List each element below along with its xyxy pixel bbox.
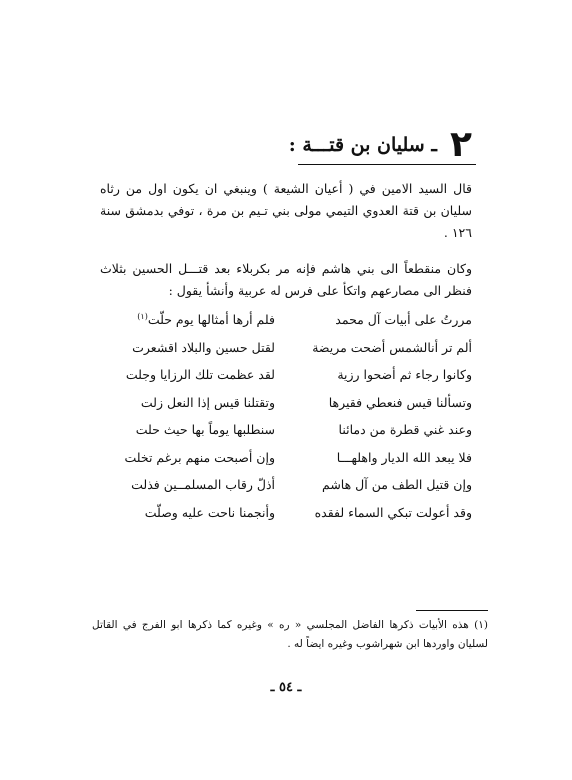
poem-verse bbox=[100, 334, 472, 362]
body-paragraph: وكان منقطعاً الى بني هاشم فإنه مر بكربلاء بعد قتـــل الحسين بثلاث فنظر الى مصارعهم واتكأ على فرس له عربية وأنشأ يقول : bbox=[100, 261, 472, 298]
section-number: ٢ bbox=[450, 124, 472, 165]
verse-first-hemistich: وكانوا رجاء ثم أضحوا رزية bbox=[337, 367, 472, 382]
verse-second-hemistich: لقد عظمت تلك الرزايا وجلت bbox=[125, 367, 275, 382]
poem-verse bbox=[100, 416, 472, 444]
poem-verse bbox=[100, 471, 472, 499]
verse-second-text: فلم أرها أمثالها يوم حلّت bbox=[147, 312, 275, 327]
poem-verse bbox=[100, 361, 472, 389]
page-number: ـ ٥٤ ـ bbox=[270, 680, 302, 695]
verse-second-hemistich: وإن أصبحت منهم برغم تخلت bbox=[124, 449, 275, 465]
verse-first-hemistich: وتسألنا قيس فنعطي فقيرها bbox=[328, 394, 472, 410]
verse-first-hemistich: ألم تر أنالشمس أضحت مريضة bbox=[312, 339, 472, 355]
verse-second-hemistich: سنطلبها يوماً بها حيث حلت bbox=[135, 422, 275, 437]
verse-first-hemistich: وقد أعولت تبكي السماء لفقده bbox=[314, 504, 472, 520]
body-paragraph: قال السيد الامين في ( أعيان الشيعة ) وينبغي ان يكون اول من رثاه سليان بن قتة العدوي التيمي مولى بني تـيم بن مرة ، توفي بدمشق سنة ١٢٦ . bbox=[100, 181, 472, 240]
verse-first-hemistich: وعند غني قطرة من دمائنا bbox=[338, 422, 472, 437]
heading-underline bbox=[298, 164, 476, 165]
poem-verse bbox=[100, 499, 472, 527]
poem-verse bbox=[100, 389, 472, 417]
footnote-marker: (١) bbox=[137, 311, 148, 321]
verse-second-hemistich: وتقتلنا قيس إذا النعل زلت bbox=[140, 394, 275, 410]
verse-first-hemistich: وإن قتيل الطف من آل هاشم bbox=[322, 477, 472, 492]
verse-second-hemistich: وأنجمنا ناحت عليه وصلّت bbox=[144, 504, 275, 520]
poem bbox=[100, 306, 472, 526]
verse-first-hemistich: فلا يبعد الله الديار واهلهـــا bbox=[336, 449, 472, 465]
footnote-separator bbox=[416, 610, 488, 611]
verse-second-hemistich: لقتل حسين والبلاد اقشعرت bbox=[132, 339, 275, 355]
section-title: ـ سليان بن قتـــة : bbox=[288, 134, 437, 156]
poem-verse bbox=[100, 444, 472, 472]
verse-second-hemistich: أذلّ رقاب المسلمــين فذلت bbox=[131, 477, 275, 492]
verse-second-hemistich bbox=[100, 306, 275, 334]
section-heading bbox=[92, 124, 472, 165]
verse-first-hemistich: مررتُ على أبيات آل محمد bbox=[335, 312, 472, 327]
poem-verse bbox=[100, 306, 472, 334]
footnote: (١) هذه الأبيات ذكرها الفاضل المجلسي « ره » وغيره كما ذكرها ابو الفرج في القاتل لسليان واوردها ابن شهراشوب وغيره ايضاً له . bbox=[92, 619, 488, 650]
